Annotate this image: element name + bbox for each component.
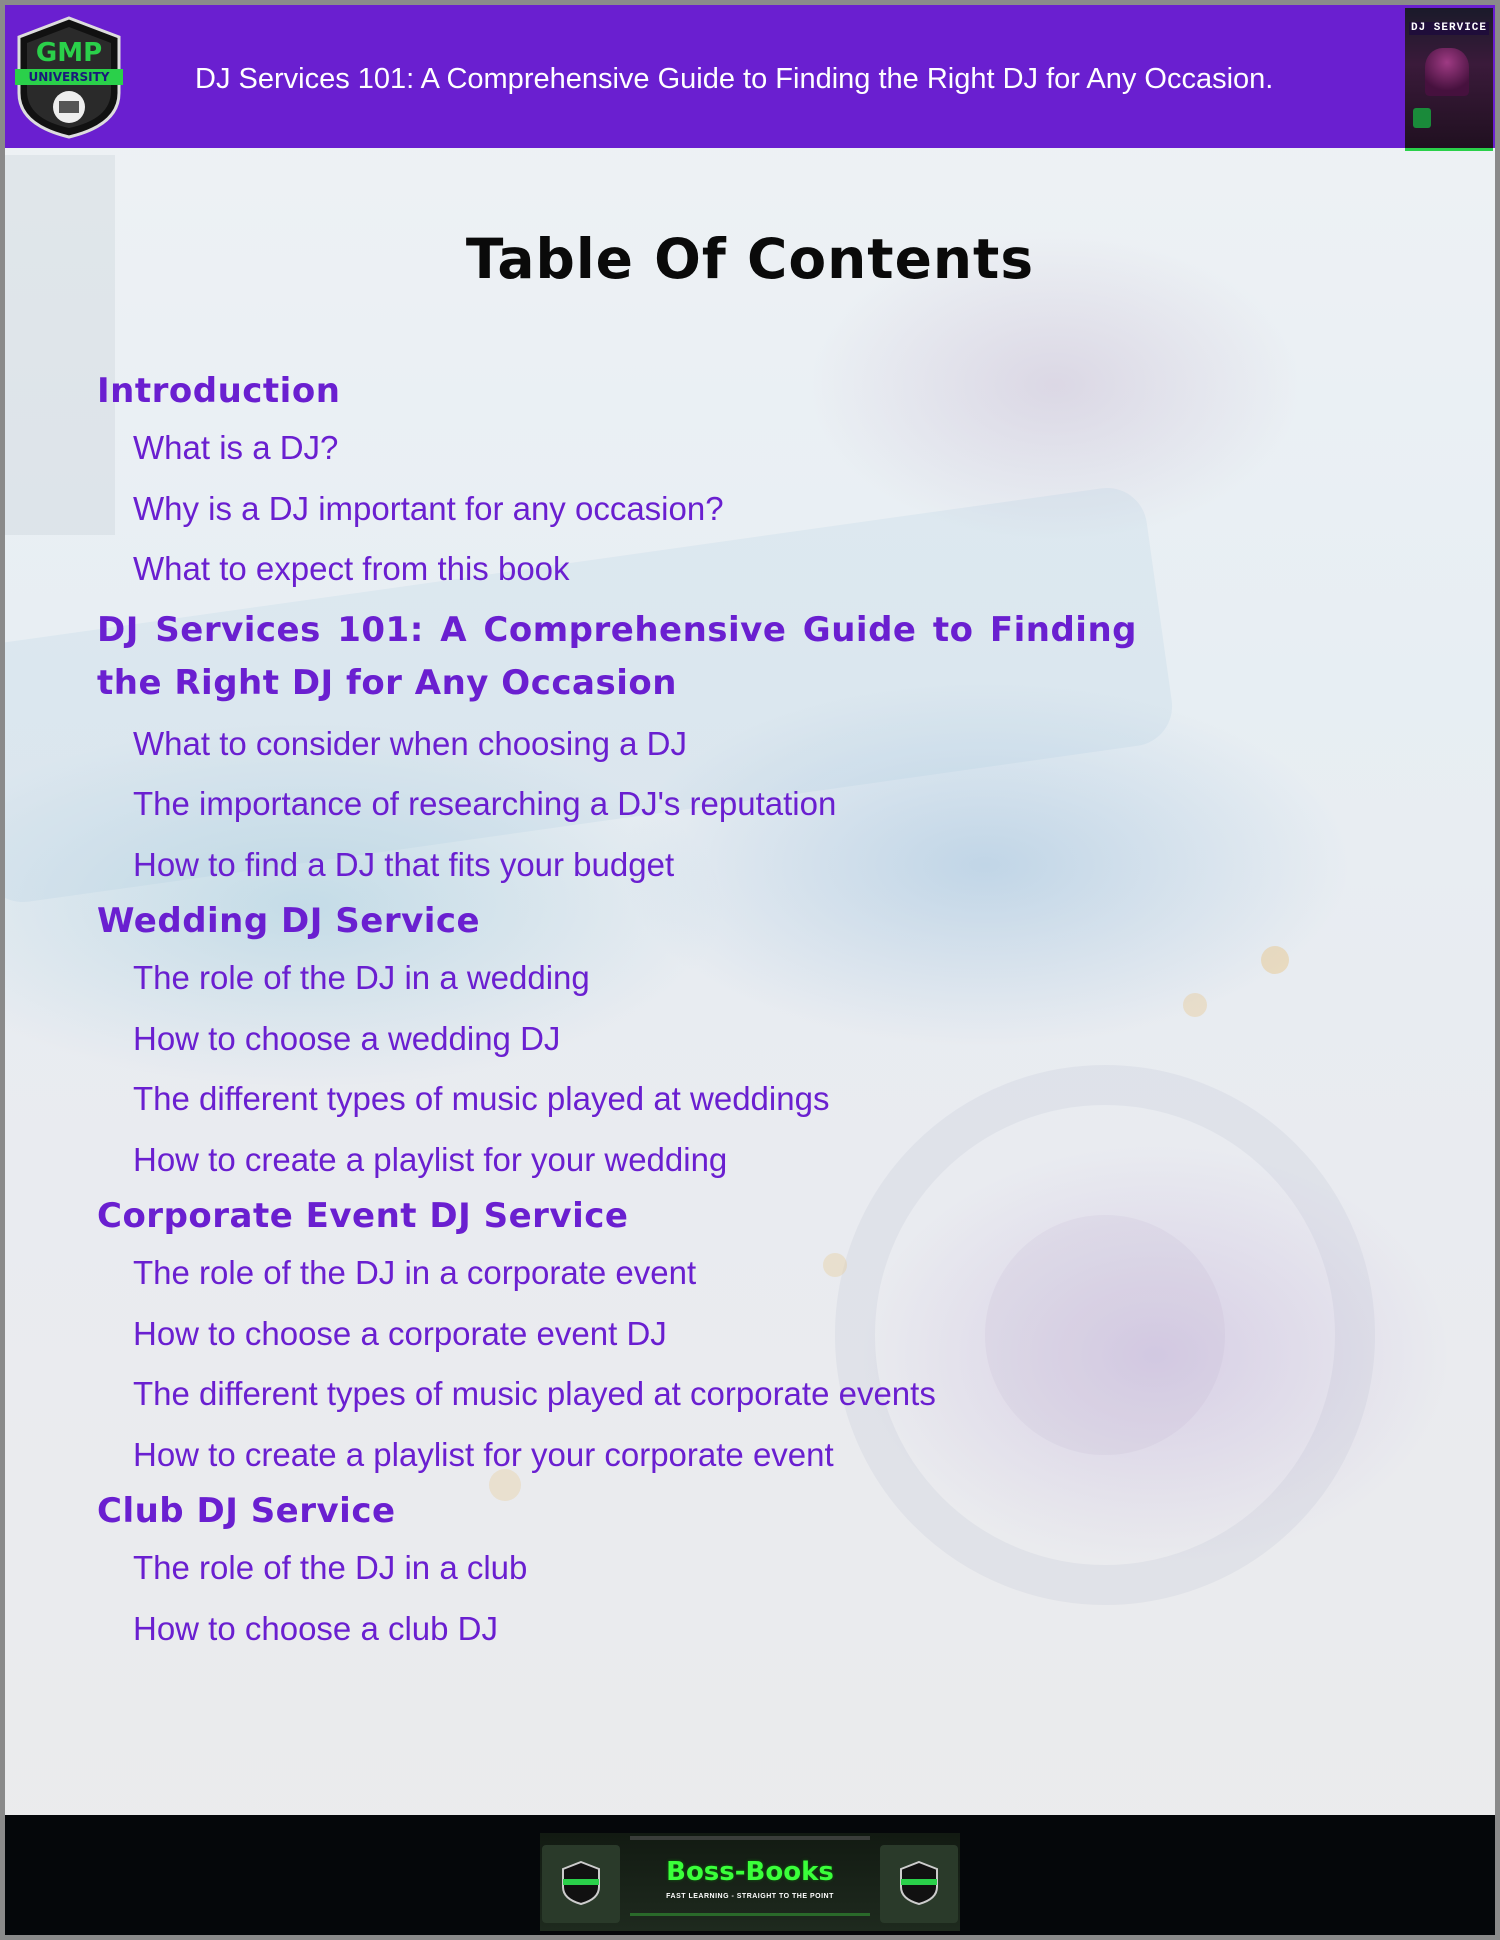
toc-item[interactable]: What is a DJ?	[133, 429, 339, 466]
svg-text:GMP: GMP	[35, 38, 103, 68]
document-footer	[5, 1815, 1495, 1935]
table-of-contents	[97, 365, 1137, 1659]
cover-label: DJ SERVICE	[1410, 22, 1487, 34]
toc-item[interactable]: Why is a DJ important for any occasion?	[133, 489, 724, 527]
toc-item[interactable]: The importance of researching a DJ's reputation	[133, 785, 837, 822]
gmp-university-badge-icon	[542, 1845, 620, 1923]
svg-text:UNIVERSITY: UNIVERSITY	[28, 70, 110, 84]
document-page	[5, 5, 1495, 1935]
toc-section-heading[interactable]: Introduction	[97, 371, 341, 411]
toc-item[interactable]: How to create a playlist for your wedding	[133, 1140, 728, 1178]
gmp-university-shield-icon	[13, 15, 125, 140]
toc-item[interactable]: How to choose a wedding DJ	[133, 1019, 561, 1057]
toc-item[interactable]: The role of the DJ in a club	[133, 1549, 528, 1586]
toc-item[interactable]: How to create a playlist for your corporate event	[133, 1435, 834, 1473]
toc-section-heading[interactable]: Club DJ Service	[97, 1491, 396, 1531]
toc-section-heading[interactable]: Wedding DJ Service	[97, 901, 481, 941]
toc-item[interactable]: What to consider when choosing a DJ	[133, 724, 687, 762]
book-cover-thumbnail	[1405, 8, 1493, 151]
gmp-university-badge-icon	[880, 1845, 958, 1923]
toc-item[interactable]: The role of the DJ in a wedding	[133, 959, 590, 996]
banner-title: Boss-Books	[666, 1857, 834, 1887]
toc-item[interactable]: How to choose a club DJ	[133, 1609, 499, 1647]
boss-books-banner	[540, 1833, 960, 1931]
toc-item[interactable]: How to choose a corporate event DJ	[133, 1314, 667, 1352]
dj-silhouette-image	[1425, 48, 1469, 96]
document-header	[5, 5, 1495, 148]
toc-item[interactable]: The different types of music played at corporate events	[133, 1375, 936, 1412]
toc-item[interactable]: The different types of music played at weddings	[133, 1080, 830, 1117]
toc-section-heading[interactable]: DJ Services 101: A Comprehensive Guide to Finding the Right DJ for Any Occasion	[97, 609, 1137, 703]
toc-section-heading[interactable]: Corporate Event DJ Service	[97, 1196, 629, 1236]
cover-badge-icon	[1413, 108, 1431, 128]
toc-item[interactable]: How to find a DJ that fits your budget	[133, 845, 675, 883]
banner-divider	[630, 1836, 870, 1840]
toc-item[interactable]: The role of the DJ in a corporate event	[133, 1254, 697, 1291]
toc-title: Table Of Contents	[465, 227, 1035, 291]
banner-divider	[630, 1913, 870, 1916]
toc-item[interactable]: What to expect from this book	[133, 550, 570, 587]
header-title: DJ Services 101: A Comprehensive Guide to Finding the Right DJ for Any Occasion.	[195, 63, 1274, 95]
banner-tagline: FAST LEARNING - STRAIGHT TO THE POINT	[666, 1893, 834, 1900]
